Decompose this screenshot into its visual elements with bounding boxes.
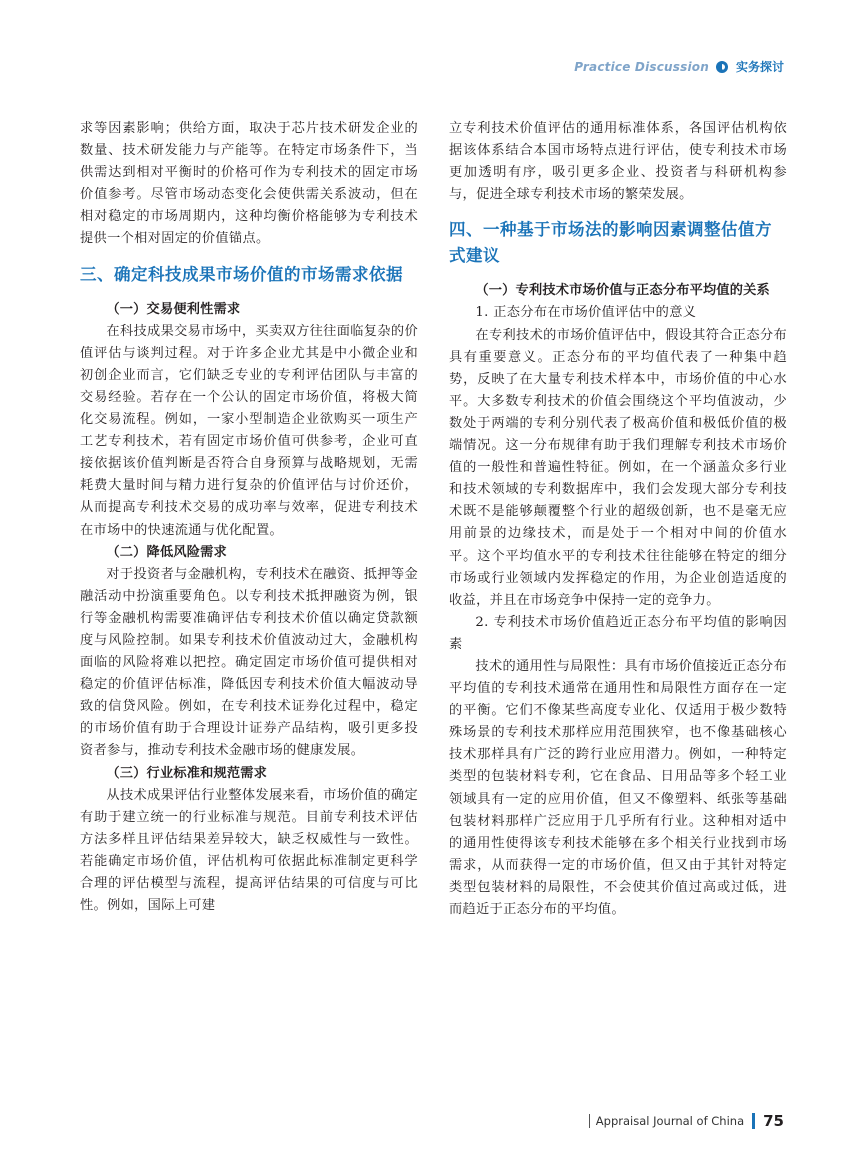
journal-name: Appraisal Journal of China <box>595 1114 745 1128</box>
paragraph-transaction-convenience: 在科技成果交易市场中，买卖双方往往面临复杂的价值评估与谈判过程。对于许多企业尤其是中小微企业和初创企业而言，它们缺乏专业的专利评估团队与丰富的交易经验。若存在一个公认的固定市场价值，将极大简化交易流程。例如，一家小型制造企业欲购买一项生产工艺专利技术，若有固定市场价值可供参考，企业可直接依据该价值判断是否符合自身预算与战略规划，无需耗费大量时间与精力进行复杂的价值评估与讨价还价，从而提高专利技术交易的成功率与效率，促进专利技术在市场中的快速流通与优化配置。 <box>80 323 418 538</box>
left-paragraph-continued: 求等因素影响；供给方面，取决于芯片技术研发企业的数量、技术研发能力与产能等。在特定市场条件下，当供需达到相对平衡时的价格可作为专利技术的固定市场价值参考。尽管市场动态变化会使供需关系波动，但在相对稳定的市场周期内，这种均衡价格能够为专利技术提供一个相对固定的价值锚点。 <box>80 121 418 247</box>
right-column <box>449 118 787 921</box>
section-heading-4: 四、一种基于市场法的影响因素调整估值方式建议 <box>449 220 772 266</box>
running-footer <box>589 1112 784 1130</box>
footer-divider <box>589 1114 590 1128</box>
section-heading-3: 三、确定科技成果市场价值的市场需求依据 <box>80 264 403 284</box>
header-section-en: Practice Discussion <box>574 59 709 74</box>
header-section-cn: 实务探讨 <box>735 60 784 74</box>
paragraph-influencing-factors: 技术的通用性与局限性：具有市场价值接近正态分布平均值的专利技术通常在通用性和局限性方面存在一定的平衡。它们不像某些高度专业化、仅适用于极少数特殊场景的专利技术那样应用范围狭窄，也不像基础核心技术那样具有广泛的跨行业应用潜力。例如，一种特定类型的包装材料专利，它在食品、日用品等多个轻工业领域具有一定的应用价值，但又不像塑料、纸张等基础包装材料那样广泛应用于几乎所有行业。这种相对适中的通用性使得该专利技术能够在多个相关行业找到市场需求，从而获得一定的市场价值，但又由于其针对特定类型包装材料的局限性，不会使其价值过高或过低，进而趋近于正态分布的平均值。 <box>449 658 787 917</box>
subheading-risk-reduction: （二）降低风险需求 <box>106 544 227 560</box>
header-bullet-icon <box>716 61 728 73</box>
right-paragraph-continued: 立专利技术价值评估的通用标准体系，各国评估机构依据该体系结合本国市场特点进行评估，使专利技术市场更加透明有序，吸引更多企业、投资者与科研机构参与，促进全球专利技术市场的繁荣发展。 <box>449 121 787 203</box>
paragraph-risk-reduction: 对于投资者与金融机构，专利技术在融资、抵押等金融活动中扮演重要角色。以专利技术抵押融资为例，银行等金融机构需要准确评估专利技术价值以确定贷款额度与风险控制。如果专利技术价值波动过大，金融机构面临的风险将难以把控。确定固定市场价值可提供相对稳定的价值评估标准，降低因专利技术价值大幅波动导致的信贷风险。例如，在专利技术证券化过程中，稳定的市场价值有助于合理设计证券产品结构，吸引更多投资者参与，推动专利技术金融市场的健康发展。 <box>80 566 418 759</box>
left-column <box>80 118 418 917</box>
subheading-normal-distribution: （一）专利技术市场价值与正态分布平均值的关系 <box>475 283 770 299</box>
page-number: 75 <box>763 1112 784 1130</box>
running-header <box>574 58 784 75</box>
numbered-heading-2: 2. 专利技术市场价值趋近正态分布平均值的影响因素 <box>449 614 787 652</box>
paragraph-normal-distribution-meaning: 在专利技术的市场价值评估中，假设其符合正态分布具有重要意义。正态分布的平均值代表了一种集中趋势，反映了在大量专利技术样本中，市场价值的中心水平。大多数专利技术的价值会围绕这个平均值波动，少数处于两端的专利分别代表了极高价值和极低价值的极端情况。这一分布规律有助于我们理解专利技术市场价值的一般性和普遍性特征。例如，在一个涵盖众多行业和技术领域的专利数据库中，我们会发现大部分专利技术既不是能够颠覆整个行业的超级创新，也不是毫无应用前景的边缘技术，而是处于一个相对中间的价值水平。这个平均值水平的专利技术往往能够在特定的细分市场或行业领域内发挥稳定的作用，为企业创造适度的收益，并且在市场竞争中保持一定的竞争力。 <box>449 327 787 608</box>
subheading-transaction-convenience: （一）交易便利性需求 <box>106 301 241 317</box>
numbered-heading-1: 1. 正态分布在市场价值评估中的意义 <box>475 305 697 321</box>
footer-accent-bar <box>752 1113 755 1129</box>
paragraph-industry-standards: 从技术成果评估行业整体发展来看，市场价值的确定有助于建立统一的行业标准与规范。目前专利技术评估方法多样且评估结果差异较大，缺乏权威性与一致性。若能确定市场价值，评估机构可依据此标准制定更科学合理的评估模型与流程，提高评估结果的可信度与可比性。例如，国际上可建 <box>80 787 418 914</box>
subheading-industry-standards: （三）行业标准和规范需求 <box>106 765 268 781</box>
